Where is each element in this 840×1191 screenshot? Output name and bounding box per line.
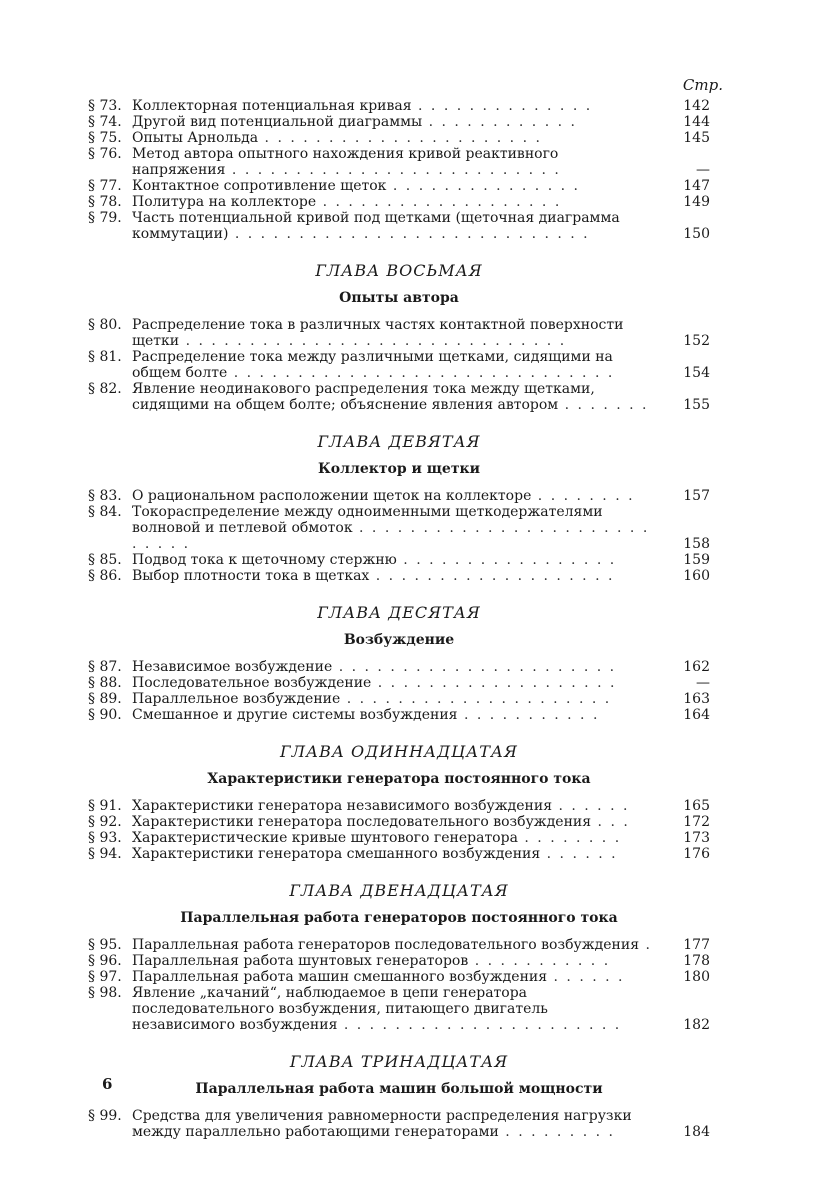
toc-entry	[88, 830, 710, 846]
section-number: § 85.	[88, 552, 122, 568]
page-ref: 158	[683, 536, 710, 552]
page-ref: 182	[683, 1017, 710, 1033]
page-ref: 176	[683, 846, 710, 862]
section-number: § 84.	[88, 504, 122, 520]
section-title: Независимое возбуждение	[132, 659, 333, 675]
leader-dots: . . . . . . . . . . . . . . . . . . . . . . . . . . . .	[132, 520, 650, 552]
chapter-heading: ГЛАВА ДЕСЯТАЯ	[317, 603, 481, 622]
leader-dots: . . . . . . .	[558, 397, 649, 413]
toc-entry	[88, 488, 710, 504]
section-number: § 99.	[88, 1108, 122, 1124]
section-title: Токораспределение между одноименными щеткодержателями волновой и петлевой обмоток	[132, 504, 603, 536]
page-ref: 178	[683, 953, 710, 969]
leader-dots: . . . . . . . . . . . . . .	[411, 98, 593, 114]
page-ref: 157	[683, 488, 710, 504]
page-number: 6	[102, 1075, 113, 1093]
page-ref: 177	[683, 937, 710, 953]
section-title: Параллельная работа генераторов последовательного возбуждения	[132, 937, 640, 953]
page-ref: 162	[683, 659, 710, 675]
section-title: Средства для увеличения равномерности распределения нагрузки между параллельно работающими генераторами	[132, 1108, 632, 1140]
leader-dots: . . . . . . . . . . . . . . . . . . . . . .	[332, 659, 617, 675]
section-title: Параллельная работа машин смешанного возбуждения	[132, 969, 548, 985]
toc-entry	[88, 937, 710, 953]
section-title: Характеристики генератора последовательного возбуждения	[132, 814, 592, 830]
chapter-title: Параллельная работа машин большой мощности	[195, 1081, 603, 1097]
toc-entry	[88, 707, 710, 723]
toc-entry	[88, 210, 710, 242]
section-title: Явление „качаний“, наблюдаемое в цепи генератора последовательного возбуждения, питающего двигатель независимого возбуждения	[132, 985, 548, 1033]
section-title: Другой вид потенциальной диаграммы	[132, 114, 423, 130]
page-ref: 172	[683, 814, 710, 830]
page-ref: 163	[683, 691, 710, 707]
section-title: Выбор плотности тока в щетках	[132, 568, 370, 584]
section-title: Контактное сопротивление щеток	[132, 178, 387, 194]
leader-dots: . . . . . . . . . . . . . . . . . . . . . . . . . .	[225, 162, 561, 178]
leader-dots: . . . . . . . . . . .	[457, 707, 600, 723]
section-number: § 88.	[88, 675, 122, 691]
section-number: § 98.	[88, 985, 122, 1001]
page-ref: 159	[683, 552, 710, 568]
section-number: § 91.	[88, 798, 122, 814]
leader-dots: . . . . . . . . . . . . . . . . . . . . . . . . . . . . . .	[179, 333, 567, 349]
section-title: Политура на коллекторе	[132, 194, 317, 210]
section-number: § 97.	[88, 969, 122, 985]
section-number: § 74.	[88, 114, 122, 130]
chapter-9	[88, 432, 710, 584]
section-title: Характеристические кривые шунтового генератора	[132, 830, 518, 846]
section-number: § 75.	[88, 130, 122, 146]
toc-entry	[88, 659, 710, 675]
chapter-heading: ГЛАВА ОДИННАДЦАТАЯ	[280, 742, 518, 761]
leader-dots: . . . . . .	[540, 846, 618, 862]
page-ref: 155	[683, 397, 710, 413]
toc-entry	[88, 178, 710, 194]
toc-entry	[88, 691, 710, 707]
section-number: § 76.	[88, 146, 122, 162]
leader-dots: . . . . . . . . . . . . . . . . . . . . . .	[337, 1017, 622, 1033]
leader-dots: . . . . . . . . . . . . . . . . . . .	[371, 675, 617, 691]
section-number: § 89.	[88, 691, 122, 707]
section-title: Параллельное возбуждение	[132, 691, 341, 707]
section-number: § 83.	[88, 488, 122, 504]
chapter-title: Параллельная работа генераторов постоянного тока	[180, 910, 618, 926]
page-ref: 180	[683, 969, 710, 985]
toc-entry	[88, 675, 710, 691]
section-title: Часть потенциальной кривой под щетками (щеточная диаграмма коммутации)	[132, 210, 620, 242]
section-title: Явление неодинакового распределения тока между щетками, сидящими на общем болте; объяснение явления автором	[132, 381, 595, 413]
toc-entry	[88, 146, 710, 178]
section-title: Подвод тока к щеточному стержню	[132, 552, 397, 568]
page-ref: 165	[683, 798, 710, 814]
section-title: Характеристики генератора независимого возбуждения	[132, 798, 553, 814]
leader-dots: . . . . . .	[552, 798, 630, 814]
section-number: § 79.	[88, 210, 122, 226]
section-number: § 86.	[88, 568, 122, 584]
section-title: Смешанное и другие системы возбуждения	[132, 707, 458, 723]
section-number: § 96.	[88, 953, 122, 969]
leader-dots: . . . . . . . . . . . . . . . . . . . . . . . . . . . .	[228, 226, 590, 242]
section-number: § 95.	[88, 937, 122, 953]
chapter-13	[88, 1052, 710, 1140]
chapter-title: Коллектор и щетки	[318, 461, 480, 477]
toc-entry	[88, 798, 710, 814]
section-number: § 90.	[88, 707, 122, 723]
page-ref: 173	[683, 830, 710, 846]
toc-entry	[88, 568, 710, 584]
section-number: § 73.	[88, 98, 122, 114]
page-ref: 160	[683, 568, 710, 584]
leader-dots: . . . . . . . . . . .	[468, 953, 611, 969]
toc-entry	[88, 130, 710, 146]
chapter-heading: ГЛАВА ДЕВЯТАЯ	[317, 432, 481, 451]
page-ref: 142	[683, 98, 710, 114]
chapter-8	[88, 261, 710, 413]
section-title: Характеристики генератора смешанного возбуждения	[132, 846, 541, 862]
page-ref: 154	[683, 365, 710, 381]
section-number: § 77.	[88, 178, 122, 194]
chapter-title: Возбуждение	[343, 632, 455, 648]
page-ref: 149	[683, 194, 710, 210]
section-number: § 94.	[88, 846, 122, 862]
initial-entries	[88, 98, 710, 242]
toc-entry	[88, 349, 710, 381]
toc-entry	[88, 381, 710, 413]
leader-dots: . . . . . . . . . . . . . . . . .	[396, 552, 617, 568]
leader-dots: . . . . . .	[547, 969, 625, 985]
toc-entry	[88, 814, 710, 830]
toc-entry	[88, 953, 710, 969]
chapter-title: Характеристики генератора постоянного тока	[207, 771, 591, 787]
section-number: § 92.	[88, 814, 122, 830]
section-title: Коллекторная потенциальная кривая	[132, 98, 412, 114]
page-ref: 144	[683, 114, 710, 130]
toc-entry	[88, 114, 710, 130]
page-ref: 184	[683, 1124, 710, 1140]
chapter-12	[88, 881, 710, 1033]
leader-dots: . . . . . . . . . . . . . . . . . . . . .	[340, 691, 612, 707]
chapter-title: Опыты автора	[339, 290, 459, 306]
leader-dots: . . . . . . . . . . . . . . . . . . .	[316, 194, 562, 210]
table-of-contents	[88, 98, 710, 1140]
toc-entry	[88, 552, 710, 568]
leader-dots: . . . . . . . . . . . . . . . . . . .	[369, 568, 615, 584]
page-ref: 152	[683, 333, 710, 349]
page-ref: 147	[683, 178, 710, 194]
page-ref: —	[696, 162, 710, 178]
section-number: § 87.	[88, 659, 122, 675]
toc-entry	[88, 504, 710, 552]
leader-dots: . . . . . . . . .	[498, 1124, 615, 1140]
leader-dots: . . . . . . . . . . . . . . . . . . . . . .	[258, 130, 542, 146]
page-ref: —	[696, 675, 710, 691]
section-title: Метод автора опытного нахождения кривой реактивного напряжения	[132, 146, 559, 178]
section-number: § 82.	[88, 381, 122, 397]
page-ref: 145	[683, 130, 710, 146]
section-number: § 81.	[88, 349, 122, 365]
section-title: Последовательное возбуждение	[132, 675, 372, 691]
toc-entry	[88, 985, 710, 1033]
section-title: Опыты Арнольда	[132, 130, 259, 146]
toc-entry	[88, 98, 710, 114]
section-number: § 93.	[88, 830, 122, 846]
page-ref: 164	[683, 707, 710, 723]
section-title: Параллельная работа шунтовых генераторов	[132, 953, 469, 969]
section-title: О рациональном расположении щеток на коллекторе	[132, 488, 532, 504]
toc-entry	[88, 1108, 710, 1140]
chapter-heading: ГЛАВА ТРИНАДЦАТАЯ	[289, 1052, 509, 1071]
chapter-heading: ГЛАВА ДВЕНАДЦАТАЯ	[289, 881, 509, 900]
toc-page	[88, 0, 723, 1191]
leader-dots: .	[639, 937, 652, 953]
section-number: § 80.	[88, 317, 122, 333]
leader-dots: . . . . . . . . . . . . . . .	[386, 178, 580, 194]
leader-dots: . . . . . . . .	[517, 830, 622, 846]
leader-dots: . . . . . . . . . . . .	[422, 114, 577, 130]
toc-entry	[88, 969, 710, 985]
section-title: Распределение тока между различными щетками, сидящими на общем болте	[132, 349, 613, 381]
leader-dots: . . . . . . . . . . . . . . . . . . . . . . . . . . . . . .	[227, 365, 615, 381]
page-ref: 150	[683, 226, 710, 242]
page-column-header: Стр.	[682, 76, 723, 94]
chapter-10	[88, 603, 710, 723]
toc-entry	[88, 846, 710, 862]
leader-dots: . . . . . . . .	[531, 488, 635, 504]
chapter-11	[88, 742, 710, 862]
toc-entry	[88, 194, 710, 210]
section-number: § 78.	[88, 194, 122, 210]
toc-entry	[88, 317, 710, 349]
leader-dots: . . .	[591, 814, 630, 830]
section-title: Распределение тока в различных частях контактной поверхности щетки	[132, 317, 624, 349]
chapter-heading: ГЛАВА ВОСЬМАЯ	[315, 261, 483, 280]
